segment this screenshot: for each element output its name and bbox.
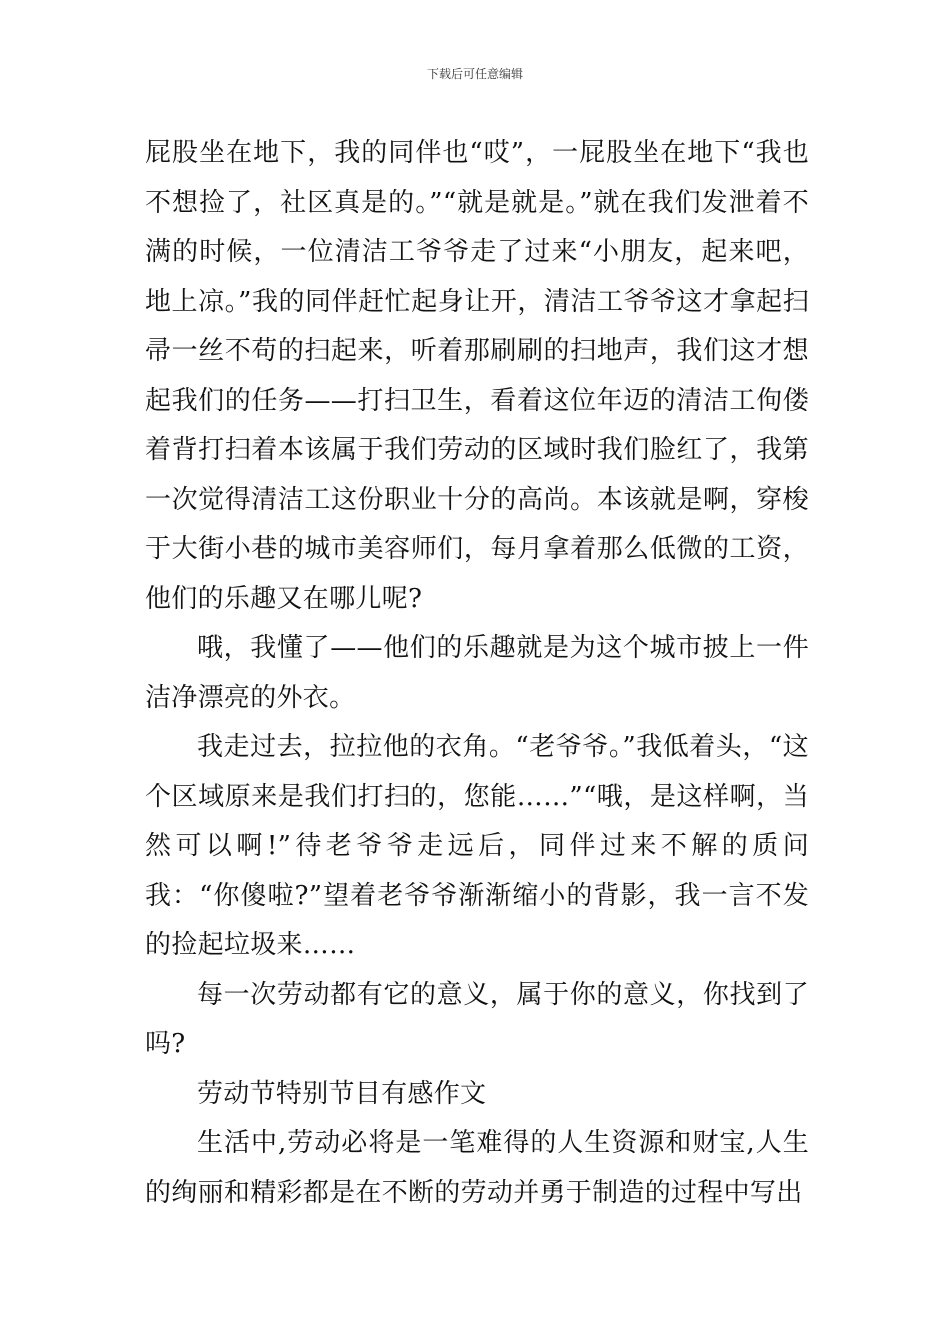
paragraph-2: 哦，我懂了——他们的乐趣就是为这个城市披上一件洁净漂亮的外衣。 bbox=[145, 633, 809, 713]
page-header: 下载后可任意编辑 bbox=[426, 67, 523, 81]
document-body bbox=[145, 129, 809, 1218]
paragraph-4: 每一次劳动都有它的意义，属于你的意义，你找到了吗? bbox=[145, 979, 809, 1059]
section-title: 劳动节特别节目有感作文 bbox=[197, 1078, 487, 1109]
paragraph-5: 生活中,劳动必将是一笔难得的人生资源和财宝,人生的绚丽和精彩都是在不断的劳动并勇于制造的过程中写出 bbox=[145, 1128, 809, 1208]
paragraph-3: 我走过去，拉拉他的衣角。“老爷爷。”我低着头，“这个区域原来是我们打扫的，您能……”“哦，是这样啊，当然可以啊!”待老爷爷走远后，同伴过来不解的质问我：“你傻啦?”望着老爷爷渐渐缩小的背影，我一言不发的捡起垃圾来…… bbox=[145, 732, 809, 960]
paragraph-1: 屁股坐在地下，我的同伴也“哎”，一屁股坐在地下“我也不想捡了，社区真是的。”“就是就是。”就在我们发泄着不满的时候，一位清洁工爷爷走了过来“小朋友，起来吧，地上凉。”我的同伴赶忙起身让开，清洁工爷爷这才拿起扫帚一丝不苟的扫起来，听着那刷刷的扫地声，我们这才想起我们的任务——打扫卫生，看着这位年迈的清洁工佝偻着背打扫着本该属于我们劳动的区域时我们脸红了，我第一次觉得清洁工这份职业十分的高尚。本该就是啊，穿梭于大街小巷的城市美容师们，每月拿着那么低微的工资，他们的乐趣又在哪儿呢? bbox=[145, 138, 809, 614]
